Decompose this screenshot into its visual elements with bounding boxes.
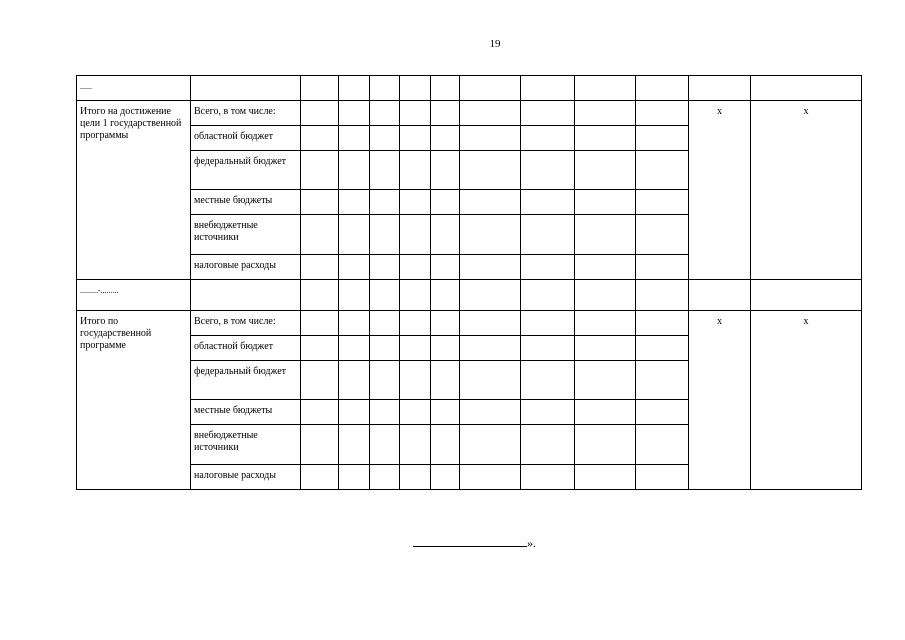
separator-dots: ...... xyxy=(77,76,191,101)
row-label: местные бюджеты xyxy=(191,190,301,215)
x-mark: x xyxy=(751,311,862,490)
row-label: налоговые расходы xyxy=(191,255,301,280)
x-mark: x xyxy=(689,101,751,280)
row-label: внебюджетные источники xyxy=(191,215,301,255)
table-row xyxy=(77,101,862,126)
x-mark: x xyxy=(751,101,862,280)
row-label: федеральный бюджет xyxy=(191,151,301,190)
row-label: Всего, в том числе: xyxy=(191,101,301,126)
row-label: областной бюджет xyxy=(191,126,301,151)
table-row xyxy=(77,311,862,336)
block-title: Итого на достижение цели 1 государственной программы xyxy=(77,101,191,280)
row-label: внебюджетные источники xyxy=(191,425,301,465)
row-label: областной бюджет xyxy=(191,336,301,361)
separator-row xyxy=(77,280,862,311)
row-label: налоговые расходы xyxy=(191,465,301,490)
separator-row xyxy=(77,76,862,101)
row-label: местные бюджеты xyxy=(191,400,301,425)
closing-signature-line xyxy=(413,536,536,551)
page-number: 19 xyxy=(489,38,501,50)
blank-line xyxy=(413,536,527,547)
x-mark: x xyxy=(689,311,751,490)
row-label: федеральный бюджет xyxy=(191,361,301,400)
separator-dots: .........-......... xyxy=(77,280,191,311)
row-label: Всего, в том числе: xyxy=(191,311,301,336)
closing-quote: ». xyxy=(527,536,536,550)
block-title: Итого по государственной программе xyxy=(77,311,191,490)
budget-table xyxy=(76,75,862,490)
